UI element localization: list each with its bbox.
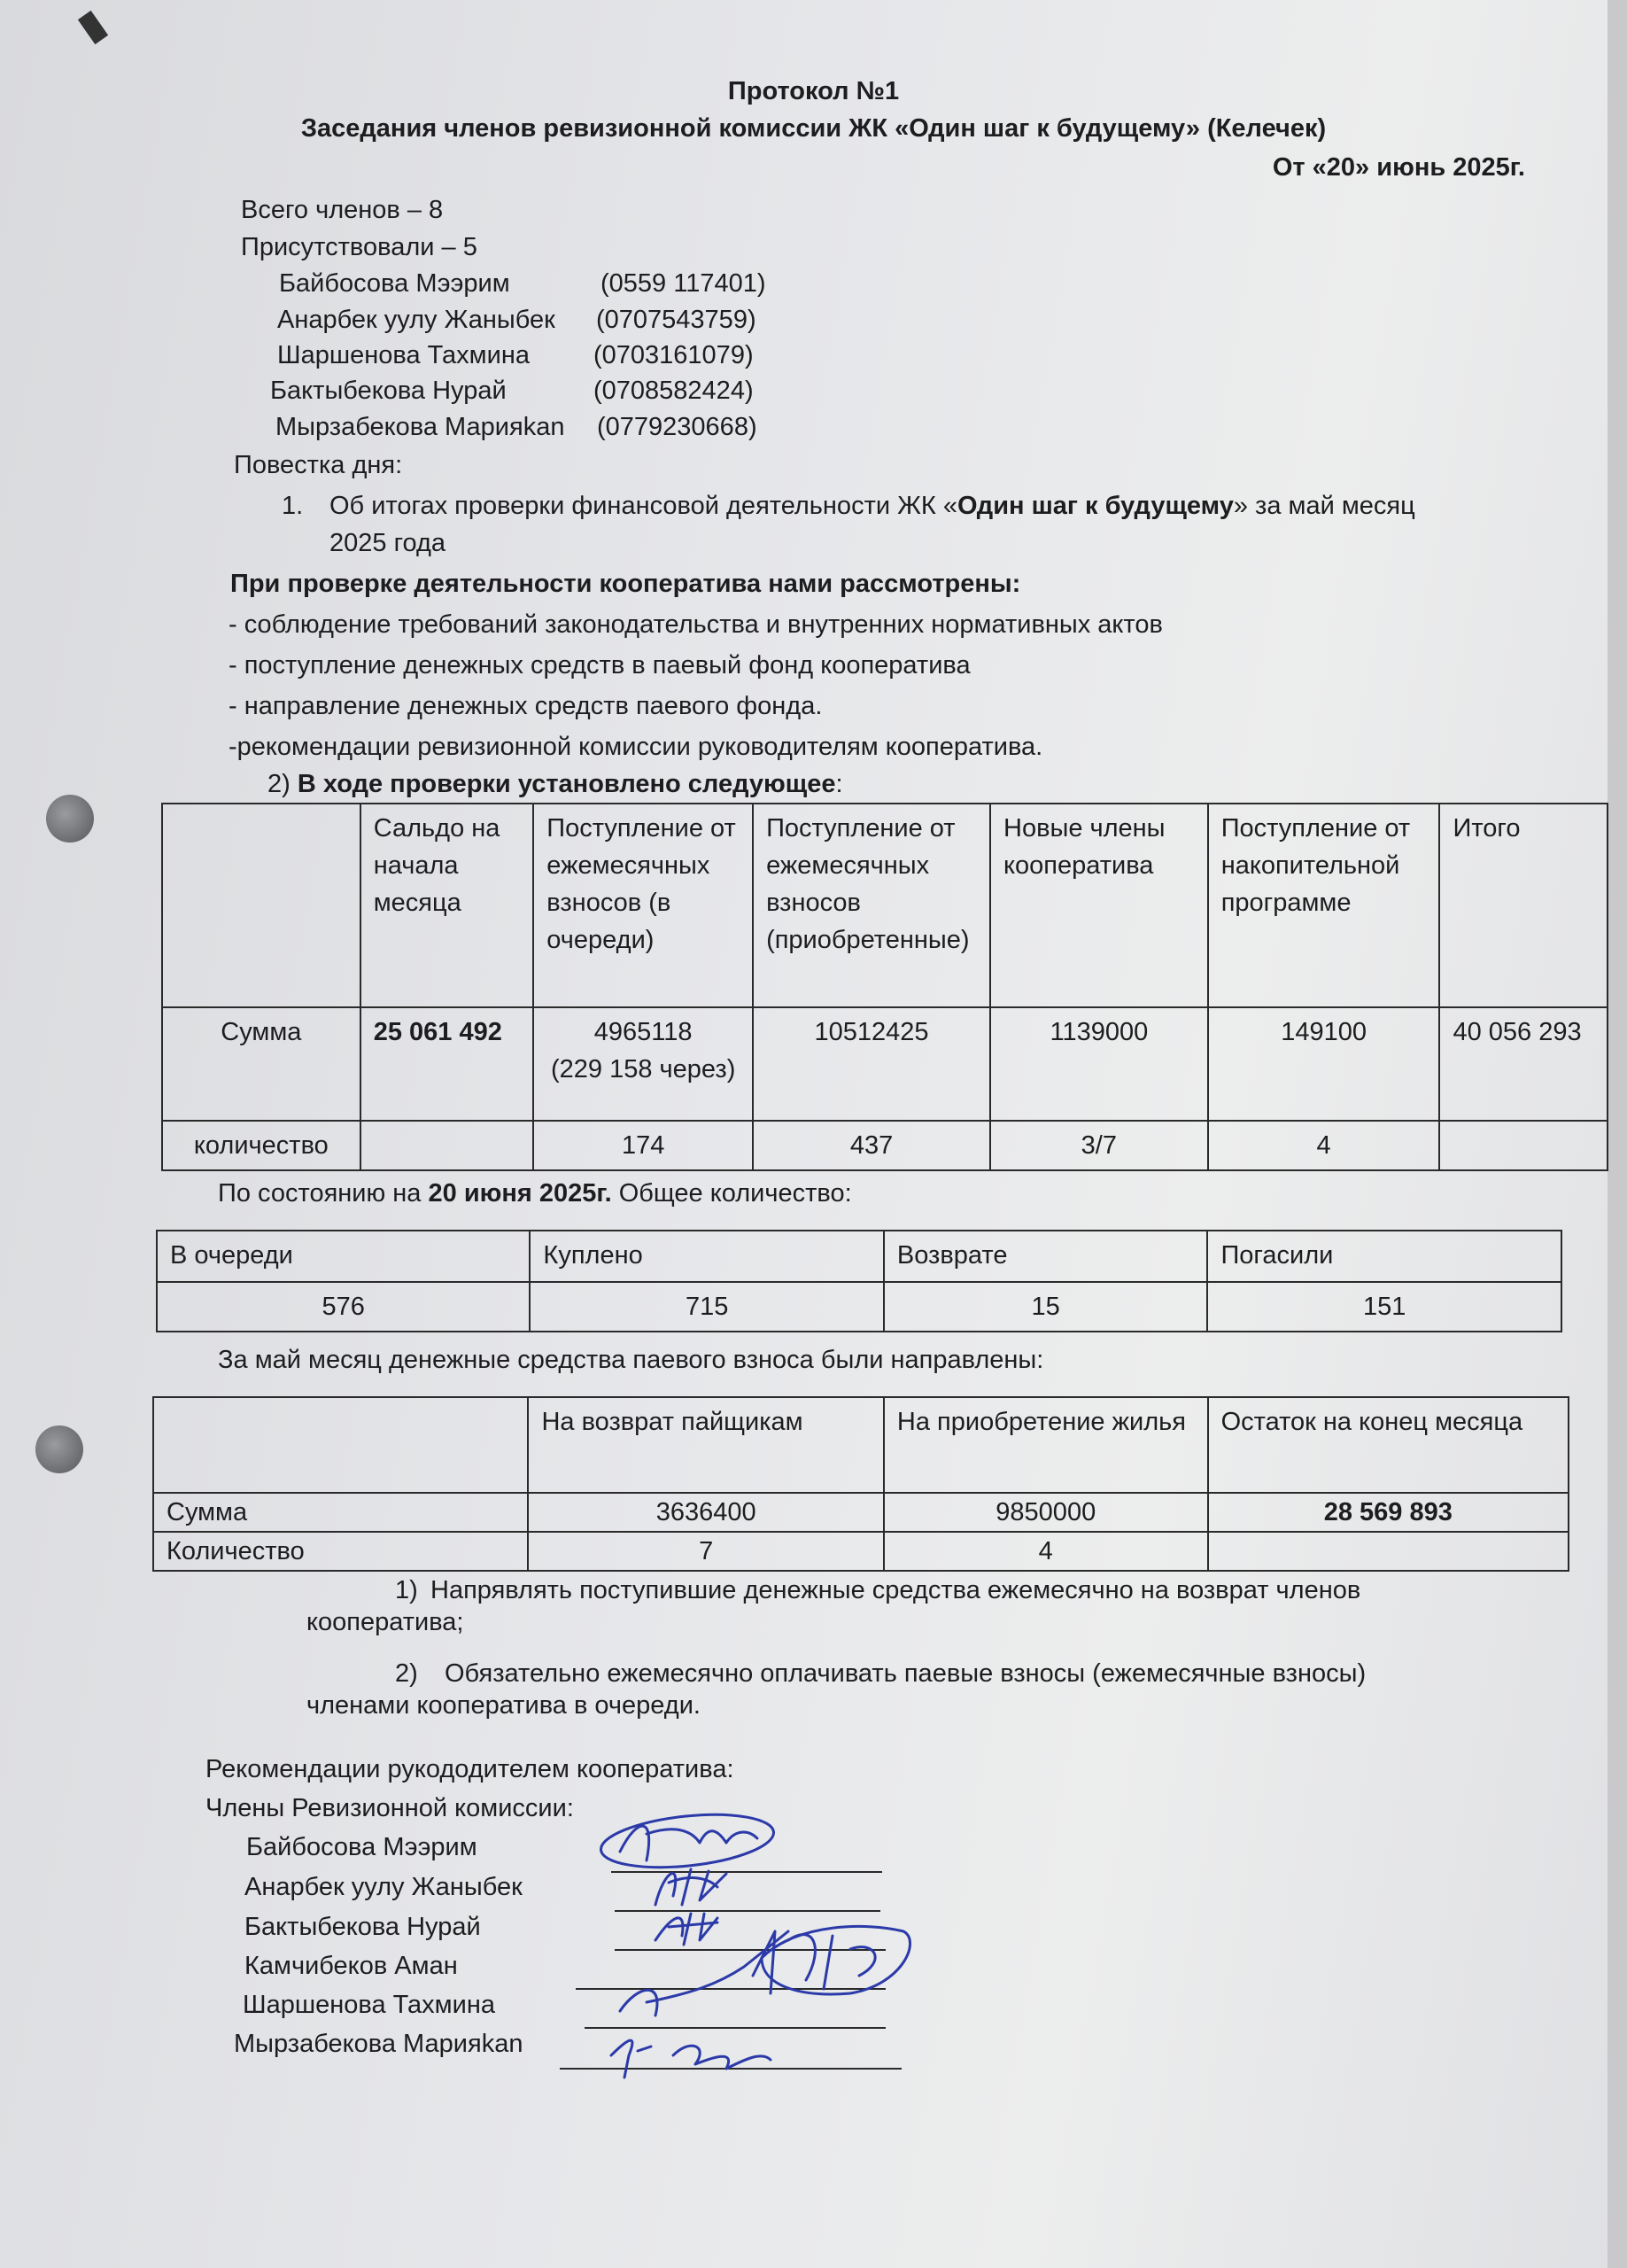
- table-header-cell: Новые члены кооператива: [990, 804, 1208, 1007]
- table-cell: 28 569 893: [1208, 1493, 1569, 1532]
- findings-table: [161, 803, 1608, 1171]
- table-cell: 174: [533, 1121, 753, 1170]
- signatory-name: Байбосова Мээрим: [246, 1833, 477, 1861]
- expenditure-table: [152, 1396, 1569, 1572]
- review-line: -рекомендации ревизионной комиссии руководителям кооператива.: [229, 733, 1043, 761]
- table-row: [157, 1231, 1561, 1282]
- table-cell: 437: [753, 1121, 990, 1170]
- document-title: Протокол №1: [727, 77, 900, 105]
- row-label-cell: количество: [162, 1121, 360, 1170]
- recommendation-text: Напрявлять поступившие денежные средства ежемесячно на возврат членов: [430, 1576, 1361, 1604]
- member-phone: (0779230668): [597, 413, 757, 441]
- table-cell: [1208, 1532, 1569, 1571]
- directed-line: За май месяц денежные средства паевого взноса были направлены:: [218, 1346, 1044, 1374]
- present-members: Присутствовали – 5: [241, 233, 477, 261]
- table-cell: 715: [530, 1282, 883, 1332]
- table-cell: 15: [884, 1282, 1208, 1332]
- punch-hole-icon: [35, 1425, 83, 1473]
- paper-edge-shadow: [1608, 0, 1627, 2268]
- table-row: [153, 1397, 1569, 1493]
- table-cell: 9850000: [884, 1493, 1208, 1532]
- table-cell: 151: [1207, 1282, 1561, 1332]
- handwritten-signatures-icon: [585, 1790, 939, 2091]
- table-header-cell: На приобретение жилья: [884, 1397, 1208, 1493]
- table-header-cell: Поступление от ежемесячных взносов (в очереди): [533, 804, 753, 1007]
- total-members: Всего членов – 8: [241, 196, 444, 224]
- cell-note: (229 158 через): [551, 1055, 736, 1084]
- table-cell: [1439, 1121, 1608, 1170]
- member-phone: (0708582424): [593, 377, 754, 405]
- table-cell: 3636400: [528, 1493, 883, 1532]
- table-row: [153, 1493, 1569, 1532]
- table-cell: 149100: [1208, 1007, 1440, 1121]
- table-cell: [162, 804, 360, 1007]
- table-header-cell: На возврат пайщикам: [528, 1397, 883, 1493]
- signature-stroke: [655, 1869, 726, 1905]
- table-cell: 1139000: [990, 1007, 1208, 1121]
- punch-hole-icon: [46, 795, 94, 843]
- agenda-label: Повестка дня:: [234, 451, 403, 479]
- commission-label: Члены Ревизионной комиссии:: [205, 1794, 574, 1822]
- cell-value: 4965118: [593, 1018, 693, 1046]
- table-header-cell: В очереди: [157, 1231, 530, 1282]
- member-phone: (0703161079): [593, 341, 754, 369]
- review-heading: При проверке деятельности кооператива нами рассмотрены:: [230, 570, 1021, 598]
- recommendation-number: 2): [395, 1659, 418, 1688]
- signature-stroke: [762, 1926, 910, 1994]
- table-cell: [153, 1397, 528, 1493]
- recommendations-label: Рекомендации рукододителем кооператива:: [205, 1755, 734, 1783]
- recommendation-number: 1): [395, 1576, 418, 1604]
- member-name: Анарбек уулу Жаныбек: [277, 306, 555, 334]
- table-row: [162, 1007, 1608, 1121]
- table-cell: 3/7: [990, 1121, 1208, 1170]
- signature-stroke: [620, 1931, 788, 2016]
- table-header-cell: Куплено: [530, 1231, 883, 1282]
- document-date: От «20» июнь 2025г.: [1272, 153, 1525, 182]
- document-subtitle: Заседания членов ревизионной комиссии ЖК «Один шаг к будущему» (Келечек): [300, 114, 1327, 143]
- recommendation-text: Обязательно ежемесячно оплачивать паевые взносы (ежемесячные взносы): [445, 1659, 1367, 1688]
- table-cell: 7: [528, 1532, 883, 1571]
- findings-heading: 2) В ходе проверки установлено следующее:: [267, 770, 843, 798]
- table-header-cell: Итого: [1439, 804, 1608, 1007]
- signature-stroke: [620, 1826, 757, 1860]
- corner-mark: [78, 11, 108, 44]
- table-header-cell: Поступление от накопительной программе: [1208, 804, 1440, 1007]
- signatory-name: Мырзабекова Марияkan: [234, 2030, 523, 2058]
- signatory-name: Камчибеков Аман: [244, 1952, 458, 1980]
- recommendation-text: кооператива;: [306, 1608, 464, 1636]
- signatory-name: Анарбек уулу Жаныбек: [244, 1873, 523, 1901]
- row-label-cell: Сумма: [162, 1007, 360, 1121]
- agenda-item-number: 1.: [282, 492, 304, 520]
- table-row: [157, 1282, 1561, 1332]
- signatory-name: Шаршенова Тахмина: [243, 1991, 495, 2019]
- agenda-item: Об итогах проверки финансовой деятельности ЖК «Один шаг к будущему» за май месяц: [329, 492, 1415, 520]
- table-cell: [533, 1007, 753, 1121]
- table-cell: 4: [884, 1532, 1208, 1571]
- status-line: По состоянию на 20 июня 2025г. Общее количество:: [218, 1179, 852, 1208]
- table-cell: [360, 1121, 534, 1170]
- table-row: [162, 1121, 1608, 1170]
- signature-stroke: [611, 2040, 771, 2078]
- table-cell: 25 061 492: [360, 1007, 534, 1121]
- table-cell: 40 056 293: [1439, 1007, 1608, 1121]
- row-label-cell: Сумма: [153, 1493, 528, 1532]
- row-label-cell: Количество: [153, 1532, 528, 1571]
- table-cell: 10512425: [753, 1007, 990, 1121]
- member-phone: (0559 117401): [600, 269, 766, 298]
- member-name: Мырзабекова Марияkan: [275, 413, 565, 441]
- recommendation-text: членами кооператива в очереди.: [306, 1691, 701, 1720]
- review-line: - направление денежных средств паевого фонда.: [229, 692, 823, 720]
- member-name: Шаршенова Тахмина: [277, 341, 530, 369]
- table-cell: 4: [1208, 1121, 1440, 1170]
- signature-stroke: [655, 1914, 717, 1945]
- member-name: Бактыбекова Нурай: [270, 377, 507, 405]
- member-phone: (0707543759): [596, 306, 756, 334]
- table-row: [153, 1532, 1569, 1571]
- table-header-cell: Остаток на конец месяца: [1208, 1397, 1569, 1493]
- table-row: [162, 804, 1608, 1007]
- table-header-cell: Поступление от ежемесячных взносов (приобретенные): [753, 804, 990, 1007]
- agenda-item-line2: 2025 года: [329, 529, 446, 557]
- review-line: - поступление денежных средств в паевый фонд кооператива: [229, 651, 971, 680]
- table-header-cell: Возврате: [884, 1231, 1208, 1282]
- signature-stroke: [753, 1931, 875, 1993]
- totals-table: [156, 1230, 1562, 1332]
- review-line: - соблюдение требований законодательства и внутренних нормативных актов: [229, 610, 1163, 639]
- table-cell: 576: [157, 1282, 530, 1332]
- table-header-cell: Погасили: [1207, 1231, 1561, 1282]
- table-header-cell: Сальдо на начала месяца: [360, 804, 534, 1007]
- signatory-name: Бактыбекова Нурай: [244, 1913, 481, 1941]
- member-name: Байбосова Мээрим: [279, 269, 510, 298]
